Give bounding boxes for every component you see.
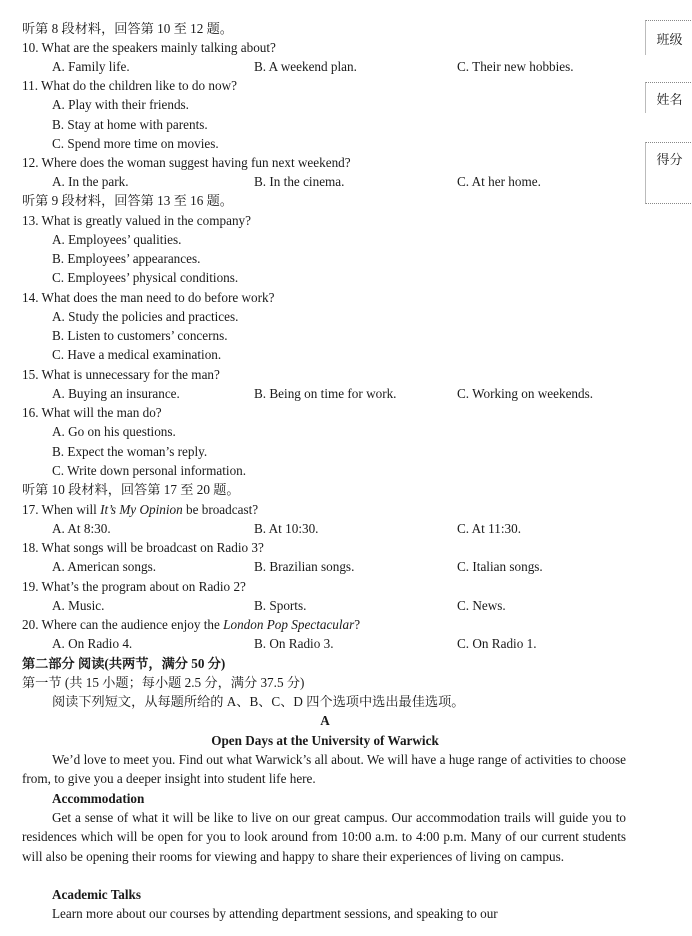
option-a: A. Employees’ qualities. — [52, 232, 182, 247]
question-stem: 18. What songs will be broadcast on Radio 3? — [22, 540, 264, 555]
stem-text: be broadcast? — [182, 502, 259, 517]
option-b: B. Listen to customers’ concerns. — [52, 328, 228, 343]
question-stem — [22, 500, 258, 519]
question-stem — [22, 615, 360, 634]
option-a: A. American songs. — [52, 559, 157, 574]
question-stem: 10. What are the speakers mainly talking about? — [22, 40, 276, 55]
section-header: 听第 10 段材料，回答第 17 至 20 题。 — [22, 482, 240, 497]
option-c: C. On Radio 1. — [457, 636, 537, 651]
instruction: 阅读下列短文，从每题所给的 A、B、C、D 四个选项中选出最佳选项。 — [52, 694, 465, 709]
option-b: B. Stay at home with parents. — [52, 117, 208, 132]
option-a: A. At 8:30. — [52, 521, 111, 536]
option-c: C. At 11:30. — [457, 521, 521, 536]
option-b: B. Brazilian songs. — [254, 559, 355, 574]
section-one-title: 第一节 (共 15 小题；每小题 2.5 分，满分 37.5 分) — [22, 675, 305, 690]
option-a: A. In the park. — [52, 174, 129, 189]
option-c: C. News. — [457, 598, 506, 613]
option-b: B. At 10:30. — [254, 521, 319, 536]
subheading-accommodation: Accommodation — [52, 791, 145, 806]
option-c: C. At her home. — [457, 174, 541, 189]
option-b: B. Being on time for work. — [254, 386, 397, 401]
option-a: A. Family life. — [52, 59, 130, 74]
question-stem: 13. What is greatly valued in the company? — [22, 213, 252, 228]
class-box — [645, 20, 692, 55]
option-c: C. Spend more time on movies. — [52, 136, 219, 151]
section-header: 听第 9 段材料，回答第 13 至 16 题。 — [22, 193, 233, 208]
option-a: A. Study the policies and practices. — [52, 309, 239, 324]
program-title: It’s My Opinion — [100, 502, 183, 517]
paragraph: Learn more about our courses by attending department sessions, and speaking to our — [52, 906, 498, 921]
section-header: 听第 8 段材料，回答第 10 至 12 题。 — [22, 21, 233, 36]
question-stem: 15. What is unnecessary for the man? — [22, 367, 220, 382]
passage-letter: A — [320, 713, 330, 728]
score-label: 得分 — [656, 153, 683, 168]
passage-title: Open Days at the University of Warwick — [211, 733, 439, 748]
option-c: C. Have a medical examination. — [52, 347, 222, 362]
part-two-title: 第二部分 阅读(共两节，满分 50 分) — [22, 656, 226, 671]
option-a: A. On Radio 4. — [52, 636, 133, 651]
option-c: C. Employees’ physical conditions. — [52, 270, 239, 285]
option-c: C. Write down personal information. — [52, 463, 247, 478]
question-stem: 19. What’s the program about on Radio 2? — [22, 579, 246, 594]
subheading-academic-talks: Academic Talks — [52, 887, 142, 902]
question-stem: 14. What does the man need to do before work? — [22, 290, 275, 305]
name-label: 姓名 — [656, 93, 683, 108]
question-stem: 16. What will the man do? — [22, 405, 162, 420]
option-c: C. Their new hobbies. — [457, 59, 574, 74]
option-b: B. On Radio 3. — [254, 636, 334, 651]
option-c: C. Working on weekends. — [457, 386, 594, 401]
paragraph: Get a sense of what it will be like to live on our great campus. Our accommodation trails will guide you to residences which will be open for you to look around from 10:00 a.m. to 4:00 p.m. Many of our current students will also be opening their rooms for viewing and happy to share their experiences of living on campus. — [22, 810, 626, 864]
paragraph: We’d love to meet you. Find out what Warwick’s all about. We will have a huge range of activities to choose from, to give you a deeper insight into student life here. — [22, 752, 626, 787]
option-b: B. Expect the woman’s reply. — [52, 444, 208, 459]
option-b: B. In the cinema. — [254, 174, 345, 189]
question-stem: 12. Where does the woman suggest having fun next weekend? — [22, 155, 351, 170]
name-box — [645, 82, 692, 113]
stem-text: ? — [354, 617, 361, 632]
option-c: C. Italian songs. — [457, 559, 543, 574]
option-a: A. Go on his questions. — [52, 424, 176, 439]
stem-text: 17. When will — [22, 502, 101, 517]
option-a: A. Buying an insurance. — [52, 386, 180, 401]
option-b: B. Employees’ appearances. — [52, 251, 201, 266]
option-a: A. Play with their friends. — [52, 97, 189, 112]
question-stem: 11. What do the children like to do now? — [22, 78, 237, 93]
program-title: London Pop Spectacular — [223, 617, 355, 632]
score-box — [645, 142, 692, 204]
option-a: A. Music. — [52, 598, 105, 613]
option-b: B. Sports. — [254, 598, 307, 613]
option-b: B. A weekend plan. — [254, 59, 357, 74]
stem-text: 20. Where can the audience enjoy the — [22, 617, 224, 632]
class-label: 班级 — [656, 33, 683, 48]
